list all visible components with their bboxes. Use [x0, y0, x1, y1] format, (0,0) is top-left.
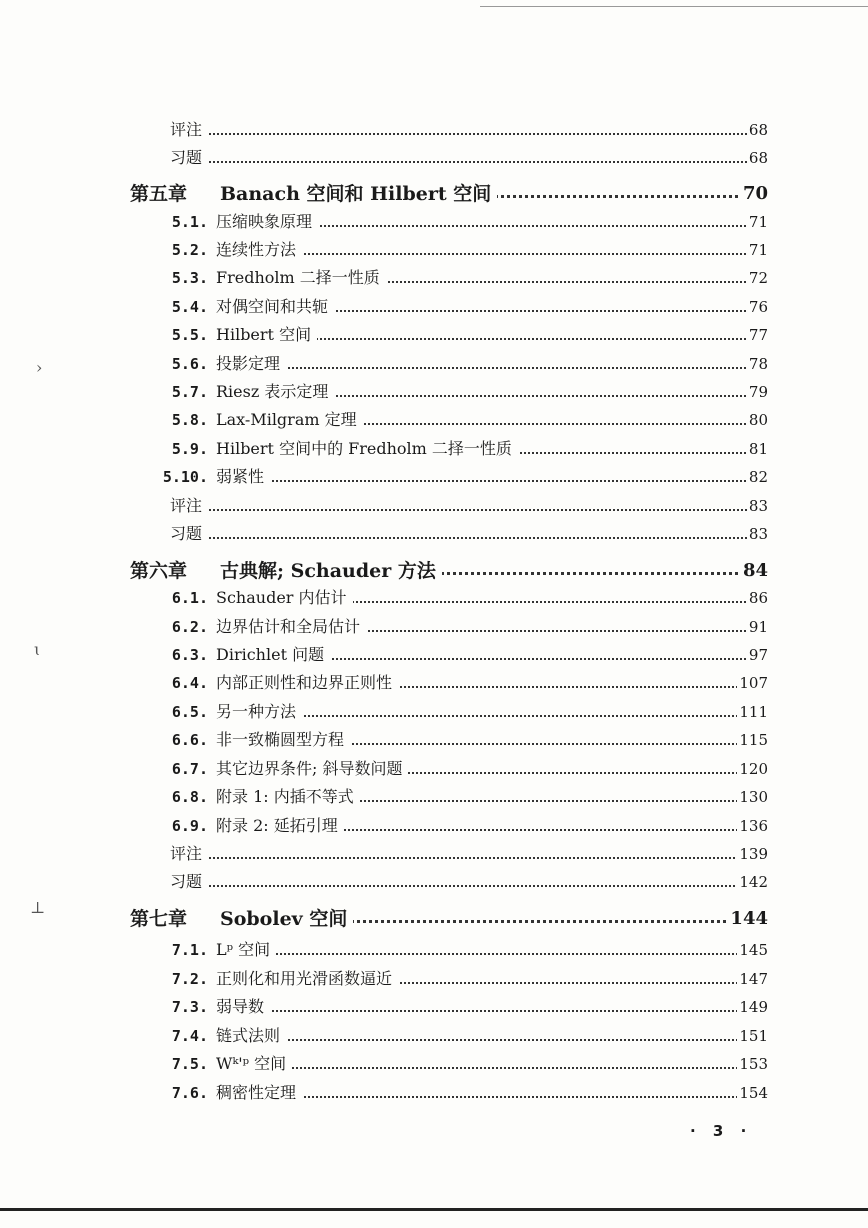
entry-title: Lᵖ 空间: [216, 941, 276, 959]
section-number: 7.2.: [171, 970, 208, 988]
section-number: 6.1.: [171, 589, 208, 607]
toc-entry-row[interactable]: [0, 408, 868, 432]
section-number: 5.6.: [171, 355, 208, 373]
dot-leader: [170, 509, 750, 511]
entry-page-number: 91: [748, 618, 768, 636]
entry-page-number: 70: [742, 183, 768, 204]
toc-entry-row[interactable]: [0, 814, 868, 838]
section-number: 7.5.: [171, 1055, 208, 1073]
entry-page-number: 68: [748, 121, 768, 139]
entry-page-number: 76: [748, 298, 768, 316]
chapter-label: 第五章: [130, 183, 188, 205]
toc-entry-row[interactable]: [0, 671, 868, 695]
entry-title: 附录 1: 内插不等式: [216, 788, 360, 806]
section-number: 6.4.: [171, 674, 208, 692]
section-number: 6.3.: [171, 646, 208, 664]
toc-entry-row[interactable]: [0, 615, 868, 639]
entry-title: 压缩映象原理: [216, 213, 318, 231]
page-number: · 3 ·: [690, 1122, 753, 1140]
entry-page-number: 72: [748, 269, 768, 287]
toc-entry-row[interactable]: [0, 118, 868, 142]
entry-page-number: 79: [748, 383, 768, 401]
entry-title: 古典解; Schauder 方法: [220, 562, 442, 580]
entry-title: 弱紧性: [216, 468, 270, 486]
section-number: 7.4.: [171, 1027, 208, 1045]
entry-page-number: 142: [739, 873, 768, 891]
toc-entry-row[interactable]: [0, 1081, 868, 1105]
section-number: 5.4.: [171, 298, 208, 316]
entry-page-number: 144: [730, 908, 768, 929]
entry-title: 另一种方法: [216, 703, 302, 721]
entry-title: 习题: [170, 873, 208, 891]
toc-entry-row[interactable]: [0, 146, 868, 170]
dot-leader: [170, 857, 750, 859]
entry-page-number: 68: [748, 149, 768, 167]
toc-entry-row[interactable]: [0, 352, 868, 376]
toc-entry-row[interactable]: [0, 380, 868, 404]
chapter-label: 第六章: [130, 560, 188, 582]
entry-page-number: 154: [739, 1084, 768, 1102]
entry-title: Hilbert 空间: [216, 326, 317, 344]
dot-leader: [216, 480, 750, 482]
toc-entry-row[interactable]: [0, 465, 868, 489]
entry-page-number: 151: [739, 1027, 768, 1045]
bottom-rule: [0, 1208, 868, 1211]
toc-entry-row[interactable]: [0, 870, 868, 894]
dot-leader: [216, 953, 750, 955]
dot-leader: [170, 885, 750, 887]
entry-title: 稠密性定理: [216, 1084, 302, 1102]
section-number: 5.1.: [171, 213, 208, 231]
toc-entry-row[interactable]: [0, 842, 868, 866]
entry-title: 投影定理: [216, 355, 286, 373]
entry-title: 评注: [170, 497, 208, 515]
entry-title: 连续性方法: [216, 241, 302, 259]
toc-entry-row[interactable]: [0, 1024, 868, 1048]
entry-title: Schauder 内估计: [216, 589, 353, 607]
toc-entry-row[interactable]: [0, 1052, 868, 1076]
dot-leader: [170, 161, 750, 163]
margin-mark: ⊥: [30, 898, 46, 917]
dot-leader: [216, 1067, 750, 1069]
entry-page-number: 83: [748, 497, 768, 515]
section-number: 6.9.: [171, 817, 208, 835]
entry-page-number: 145: [739, 941, 768, 959]
entry-page-number: 78: [748, 355, 768, 373]
entry-page-number: 136: [739, 817, 768, 835]
entry-page-number: 71: [748, 241, 768, 259]
section-number: 6.5.: [171, 703, 208, 721]
entry-page-number: 153: [739, 1055, 768, 1073]
section-number: 5.3.: [171, 269, 208, 287]
entry-page-number: 111: [739, 703, 768, 721]
entry-page-number: 147: [739, 970, 768, 988]
section-number: 5.10.: [162, 468, 208, 486]
entry-page-number: 149: [739, 998, 768, 1016]
toc-entry-row[interactable]: [0, 522, 868, 546]
toc-entry-row[interactable]: [0, 757, 868, 781]
toc-entry-row[interactable]: [0, 295, 868, 319]
toc-chapter-row[interactable]: [0, 176, 868, 206]
entry-title: Lax-Milgram 定理: [216, 411, 363, 429]
entry-page-number: 97: [748, 646, 768, 664]
entry-page-number: 82: [748, 468, 768, 486]
chapter-label: 第七章: [130, 908, 188, 930]
dot-leader: [170, 537, 750, 539]
entry-title: 正则化和用光滑函数逼近: [216, 970, 398, 988]
section-number: 6.6.: [171, 731, 208, 749]
entry-page-number: 107: [739, 674, 768, 692]
toc-entry-row[interactable]: [0, 938, 868, 962]
entry-title: 评注: [170, 845, 208, 863]
entry-page-number: 130: [739, 788, 768, 806]
toc-entry-row[interactable]: [0, 437, 868, 461]
dot-leader: [216, 1010, 750, 1012]
entry-title: 其它边界条件; 斜导数问题: [216, 760, 408, 778]
section-number: 7.6.: [171, 1084, 208, 1102]
section-number: 5.5.: [171, 326, 208, 344]
toc-entry-row[interactable]: [0, 785, 868, 809]
entry-title: 内部正则性和边界正则性: [216, 674, 398, 692]
toc-entry-row[interactable]: [0, 266, 868, 290]
entry-page-number: 81: [748, 440, 768, 458]
toc-entry-row[interactable]: [0, 728, 868, 752]
dot-leader: [216, 367, 750, 369]
section-number: 7.3.: [171, 998, 208, 1016]
entry-title: Sobolev 空间: [220, 910, 353, 928]
margin-mark: ›: [36, 358, 43, 377]
entry-page-number: 86: [748, 589, 768, 607]
entry-title: 习题: [170, 149, 208, 167]
toc-entry-row[interactable]: [0, 700, 868, 724]
entry-title: Riesz 表示定理: [216, 383, 334, 401]
section-number: 5.7.: [171, 383, 208, 401]
toc-chapter-row[interactable]: [0, 901, 868, 931]
toc-entry-row[interactable]: [0, 210, 868, 234]
entry-page-number: 139: [739, 845, 768, 863]
section-number: 5.8.: [171, 411, 208, 429]
top-rule: [480, 6, 868, 7]
dot-leader: [170, 133, 750, 135]
entry-title: Fredholm 二择一性质: [216, 269, 386, 287]
entry-title: 习题: [170, 525, 208, 543]
toc-entry-row[interactable]: [0, 967, 868, 991]
entry-title: Hilbert 空间中的 Fredholm 二择一性质: [216, 440, 518, 458]
toc-entry-row[interactable]: [0, 643, 868, 667]
section-number: 6.2.: [171, 618, 208, 636]
entry-title: Banach 空间和 Hilbert 空间: [220, 185, 497, 203]
entry-title: 评注: [170, 121, 208, 139]
entry-page-number: 84: [742, 560, 768, 581]
section-number: 7.1.: [171, 941, 208, 959]
section-number: 5.9.: [171, 440, 208, 458]
entry-title: 附录 2: 延拓引理: [216, 817, 344, 835]
entry-page-number: 120: [739, 760, 768, 778]
toc-entry-row[interactable]: [0, 494, 868, 518]
entry-page-number: 80: [748, 411, 768, 429]
section-number: 5.2.: [171, 241, 208, 259]
toc-chapter-row[interactable]: [0, 553, 868, 583]
entry-page-number: 115: [739, 731, 768, 749]
entry-page-number: 77: [748, 326, 768, 344]
section-number: 6.8.: [171, 788, 208, 806]
entry-title: 对偶空间和共轭: [216, 298, 334, 316]
dot-leader: [216, 1039, 750, 1041]
toc-entry-row[interactable]: [0, 323, 868, 347]
toc-entry-row[interactable]: [0, 995, 868, 1019]
entry-title: 边界估计和全局估计: [216, 618, 366, 636]
entry-page-number: 83: [748, 525, 768, 543]
entry-title: 链式法则: [216, 1027, 286, 1045]
margin-mark: ɩ: [34, 640, 41, 659]
entry-page-number: 71: [748, 213, 768, 231]
section-number: 6.7.: [171, 760, 208, 778]
toc-entry-row[interactable]: [0, 586, 868, 610]
entry-title: Dirichlet 问题: [216, 646, 330, 664]
toc-entry-row[interactable]: [0, 238, 868, 262]
entry-title: 弱导数: [216, 998, 270, 1016]
entry-title: 非一致椭圆型方程: [216, 731, 350, 749]
entry-title: Wᵏ'ᵖ 空间: [216, 1055, 292, 1073]
